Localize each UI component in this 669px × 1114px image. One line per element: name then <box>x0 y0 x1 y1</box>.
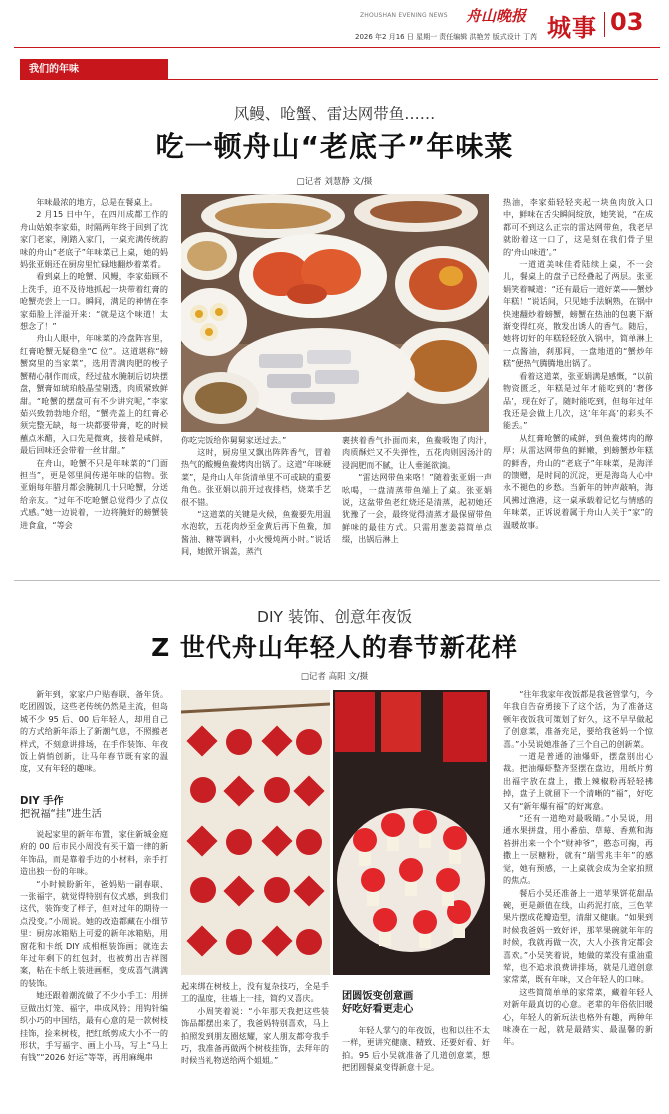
story1-column-1 <box>20 196 168 572</box>
diy-decorations-photo <box>181 690 330 975</box>
seafood-table-photo <box>181 194 489 432</box>
paragraph: 从红膏呛蟹的咸鲜，到鱼鲞烤肉的醇厚；从雷达网带鱼的鲜嫩，到螃蟹炒年糕的鲜香，舟山的“老底子”年味菜，是海洋的馈赠，是时间的沉淀，更是海岛人心中永不褪色的乡愁。当新年的钟声敲响，海风拂过渔港，这一桌承载着记忆与情感的年味菜，正诉说着属于舟山人关于“家”的温暖故事。 <box>503 432 653 530</box>
masthead-english-name: ZHOUSHAN EVENING NEWS <box>360 12 448 19</box>
paragraph: “雷达网带鱼来咯！”随着张亚娟一声吆喝，一盘清蒸带鱼端上了桌。张亚娟说，这盆带鱼老红烧还是清蒸，起初她还犹豫了一会，最终觉得清蒸才最保留带鱼鲜味的最佳方式。只需用葱姜蒜简单点缀，出锅后淋上 <box>342 472 492 545</box>
story2-subhead-2-line1: 团圆饭变创意画 <box>342 991 414 1002</box>
story2-title: Z 世代舟山年轻人的春节新花样 <box>151 633 518 662</box>
story2-subhead-1-line1: DIY 手作 <box>20 796 64 807</box>
story2-column-3 <box>342 1024 490 1100</box>
story2-subhead-1 <box>20 795 168 821</box>
paragraph: 小周笑着说：“小年那天我把这些装饰品都摆出来了，我爸妈特别喜欢，马上拍照发到朋友圈炫耀，家人朋友都夸我手巧，我准备再做两个树枝挂饰，去拜年的时候当礼物送给两个姐姐。” <box>181 1005 329 1066</box>
story1-title: 吃一顿舟山“老底子”年味菜 <box>155 130 514 163</box>
story1-subtitle: 风鳗、呛蟹、雷达网带鱼…… <box>233 105 436 123</box>
paragraph: 餐后小吴还准备上一道苹果饼花甜品碗，更是颜值在线，山药泥打底，三色苹果片摆成花瓣造型，清甜又健康。“如果到时候我爸妈一致好评，那苹果碗就年年的时候，我就再做一次，大人小孩肯定都会喜欢。”小吴笑着说，她做的菜没有重油重荤，也不追求浪费讲排场，就是几道创意家常菜，既有年味，又合年轻人的口味。 <box>503 887 653 985</box>
story2-subhead-1-line2: 把祝福“挂”进生活 <box>20 809 102 820</box>
story2-subhead-2-line2: 好吃好看更走心 <box>342 1004 414 1015</box>
paragraph: “小时候盼新年，爸妈贴一副春联、一张福字，就觉得特别有仪式感，到我们这代，装饰变了样子，但对过年的期待一点没变。”小周说。她的改造都藏在小细节里：厨房冰箱贴上可爱的新年冰箱贴，用窗花和卡纸 DIY 成相框装饰画；就连去年过年剩下的红包封，也被剪出吉祥图案，粘在卡纸上装进画框，变成喜气满满的装饰。 <box>20 878 168 988</box>
paragraph: “还有一道绝对最吸睛。”小吴说，用通水果拼盘，用小番茄、草莓、香蕉和海苔拼出来一个个“财神爷”，憨态可掬，再撒上一层糖粉，就有“瑞雪兆丰年”的感觉，她有预感，一上桌就会成为全家拍照的焦点。 <box>503 813 653 886</box>
story2-intro <box>20 688 168 788</box>
column-tag-rule <box>168 79 658 80</box>
newspaper-logo: 舟山晚报 <box>466 7 527 25</box>
story2-byline: □记者 高阳 文/摄 <box>300 672 369 682</box>
paragraph: 在舟山，呛蟹不只是年味菜的“门面担当”，更是邻里间传递年味的信物。张亚娟每年腊月都会腌制几十只呛蟹，分送给亲友。“过年不吃呛蟹总觉得少了点仪式感。”她一边说着，一边将腌好的螃蟹装进食盒，“等会 <box>20 457 168 530</box>
story2-subtitle: DIY 装饰、创意年夜饭 <box>257 608 412 626</box>
header-divider <box>604 12 605 37</box>
story1-column-2 <box>181 446 331 574</box>
story2-subhead-2 <box>342 990 490 1016</box>
story1-column-4 <box>503 196 653 574</box>
paragraph: 年味最浓的地方，总是在餐桌上。 <box>36 197 158 207</box>
paragraph: 2 月15 日中午，在四川成都工作的舟山姑娘李家茹，时隔两年终于回到了沈家门老家，刚踏入家门，一桌充满传统韵味的舟山“老底子”年味菜已上桌，她的妈妈张亚娟还在厨房里忙碌地翻炒着菜肴。 <box>20 209 168 270</box>
paragraph: 裹挟着香气扑面而来，鱼鲞吸饱了肉汁，肉质酥烂又不失弹性，五花肉则因汤汁的浸润肥而不腻，让人垂涎欲滴。 <box>342 435 492 470</box>
paragraph: 说起家里的新年布置，家住新城金庭府的 00 后市民小周没有买干篇一律的新年饰品，而是靠着手边的小材料，亲手打造出独一份的年味。 <box>20 829 168 877</box>
paragraph: 一道道美味佳肴陆续上桌，不一会儿，餐桌上的盘子已经叠起了两层。张亚娟笑着喊道：“还有最后一道好菜——蟹炒年糕！”说话间，只见她手法娴熟，在锅中快速翻炒着螃蟹，螃蟹在热油的包裹下渐渐变得红亮，散发出诱人的香气。随后，她将切好的年糕轻轻放入锅中，简单淋上一点酱油，刹那间，一盘地道的“蟹炒年糕”便热气腾腾地出锅了。 <box>503 259 653 369</box>
story1-byline: □记者 刘慧静 文/摄 <box>296 177 373 187</box>
header-rule <box>14 47 660 48</box>
paragraph: 舟山人眼中，年味菜的冷盘阵容里，红膏呛蟹无疑稳坐“C 位”。这道堪称“螃蟹窝里的当家菜”，选用青满肉肥的梭子蟹精心制作而成，经过盐水腌制后切块摆盘，蟹膏如琥珀般晶莹剔透，肉质紧致鲜甜。“呛蟹的摆盘可有不少讲究呢，”李家茹兴致勃勃地介绍，“蟹壳盖上的红膏必须完整无缺，每一块都要带膏，吃的时候蘸点米醋，入口先是微爽，接着是咸鲜，最后回味还会带着一丝甘甜。” <box>20 333 168 456</box>
story2-column-2 <box>181 980 329 1100</box>
paragraph: 热油，李家茹轻轻夹起一块鱼肉放入口中，鲜味在舌尖瞬间绽放，她笑说，“在成都可不到这么正宗的雷达网带鱼，我老早就盼着这一口了，这是刻在我们骨子里的‘舟山味道’。” <box>503 197 653 257</box>
story2-column-4 <box>503 688 653 1100</box>
page-number: 03 <box>610 8 644 36</box>
paragraph: “往年我家年夜饭都是我爸管掌勺，今年我自告奋勇接下了这个活，为了准备这顿年夜饭我可策划了好久，这不早早做起了创意菜，准备充足，要给我爸妈一个惊喜。”小吴说她准备了三个自己的创新菜。 <box>503 689 653 749</box>
paragraph: 起来绑在树枝上，没有复杂技巧，全是手工的温度，往墙上一挂，简约又喜庆。 <box>181 981 329 1004</box>
paragraph: 这些简简单单的家常菜，藏着年轻人对新年最真切的心意。老辈的年俗依旧暖心，年轻人的新玩法也格外有趣，两种年味凑在一起，就是最踏实、最温馨的新年。 <box>503 986 653 1047</box>
story2-column-1 <box>20 828 168 1100</box>
issue-info: 2026 年2 月16 日 星期一 责任编辑 洪艳芳 版式设计 丁芮 <box>355 33 537 41</box>
paragraph: “这道菜的关键是火候，鱼鲞要先用温水泡软，五花肉炒至金黄后再下鱼鲞，加酱油、糖等调料，小火慢炖两小时。”说话间，她掀开锅盖，蒸汽 <box>181 509 331 557</box>
paragraph: 她还跟着潮流做了不少小手工：用拼豆做出灯笼、福字，串成风铃；用钩针编织小巧的中国结，最有心意的是一款树枝挂饰，捡来树枝，把红纸剪成大小不一的形状，手写福字、画上小马，写上“马上有钱”“2026 好运”等等，再用麻绳串 <box>20 990 168 1063</box>
story-separator <box>14 580 660 581</box>
paragraph: 新年到，家家户户贴春联、备年货。吃团圆饭，这些老传统仍然是主流，但岛城不少 95 后、00 后年轻人，却用自己的方式给新年添上了新潮气息，不照搬老样式，不刻意讲排场，在手作装饰、年夜饭上倘悄创新，让马年春节既有家的温度，又有年轻的趣味。 <box>20 689 168 774</box>
story1-column-2-lead: 你吃完饭给你舅舅家送过去。” <box>181 435 287 445</box>
paragraph: 这时，厨房里又飘出阵阵香气，冒着热气的酸鳗鱼鲞烤肉出锅了。这道“年味硬菜”，是舟山人年货清单里不可或缺的重要角色。张亚娟以前开过夜排档，烧菜手艺很不错。 <box>181 447 331 507</box>
paragraph: 年轻人掌勺的年夜饭，也和以往不太一样，更讲究健康、精致、还要好看、好拍。95 后小吴就准备了几道创意菜，想把团圆餐桌变得新意十足。 <box>342 1025 490 1073</box>
section-name: 城事 <box>547 13 597 42</box>
paragraph: 看到桌上的呛蟹、风鳗，李家茹顾不上洗手，迫不及待地抓起一块带着红膏的呛蟹壳尝上一口。瞬间，满足的神情在李家茹脸上洋溢开来：“就是这个味道！太想念了！” <box>20 271 168 332</box>
column-tag: 我们的年味 <box>20 59 168 80</box>
story1-column-3 <box>342 434 492 574</box>
fruit-platter-photo <box>333 690 490 975</box>
paragraph: 一道是普通的油爆虾，摆盘别出心裁。把油爆虾整齐竖摆在盘边，用纸片剪出福字放在盘上，撒上辣椒粉再轻轻拂掉，盘子上就留下一个清晰的“福”，好吃又有“新年爆有福”的好寓意。 <box>503 751 653 811</box>
paragraph: 看着这道菜，张亚娟满是感慨，“以前物资匮乏，年糕是过年才能吃到的‘奢侈品’，现在好了，随时能吃到，但每年过年我还是会做上几次，这‘年年高’的彩头不能丢。” <box>503 370 653 431</box>
